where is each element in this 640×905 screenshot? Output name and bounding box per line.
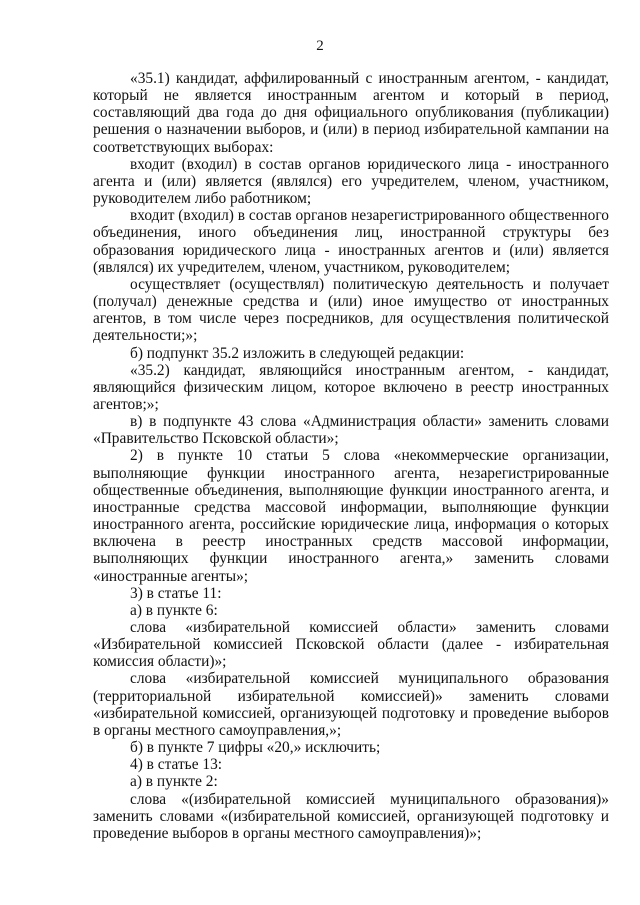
paragraph-article-11-point-6: а) в пункте 6: (130, 601, 218, 619)
paragraph-political-activity: осуществляет (осуществлял) политическую деятельность и получает (получал) денежные средства и (или) иное имущество от иностранных агентов, в том числе через посредников, для осуществления политической деятельности;»; (93, 275, 609, 345)
paragraph-article-5-point-10: 2) в пункте 10 статьи 5 слова «некоммерческие организации, выполняющие функции иностранного агента, незарегистрированные общественные объединения, выполняющие функции иностранного агента, и иностранные средства массовой информации, выполняющие функции иностранного агента, российские юридические лица, информация о которых включена в реестр иностранных средств массовой информации, выполняющих функции иностранного агента,» заменить словами «иностранные агенты»; (93, 447, 609, 585)
paragraph-replace-commission-region: слова «избирательной комиссией области» заменить словами «Избирательной комиссией Псковской области (далее - избирательная комиссия области)»; (93, 619, 609, 671)
paragraph-legal-entity-bodies: входит (входил) в состав органов юридического лица - иностранного агента и (или) является (являлся) его учредителем, членом, участником, руководителем либо работником; (93, 155, 609, 208)
page-number: 2 (316, 38, 324, 54)
paragraph-35-1-definition: «35.1) кандидат, аффилированный с иностранным агентом, - кандидат, который не является иностранным агентом и который в период, составляющий два года до дня официального опубликования (публикации) решения о назначении выборов, и (или) в период избирательной кампании на соответствующих выборах: (93, 70, 609, 156)
paragraph-subclause-43: в) в подпункте 43 слова «Администрация области» заменить словами «Правительство Псковской области»; (93, 413, 609, 448)
paragraph-article-11-point-7: б) в пункте 7 цифры «20,» исключить; (130, 739, 381, 757)
paragraph-35-2-definition: «35.2) кандидат, являющийся иностранным агентом, - кандидат, являющийся физическим лицом, которое включено в реестр иностранных агентов;»; (93, 361, 609, 413)
paragraph-article-13: 4) в статье 13: (130, 756, 223, 774)
document-body (93, 70, 609, 842)
paragraph-unregistered-association: входит (входил) в состав органов незарегистрированного общественного объединения, иного объединения лиц, иностранной структуры без образования юридического лица - иностранных агентов и (или) является (являлся) их учредителем, членом, участником, руководителем; (93, 207, 609, 276)
paragraph-replace-municipal-commission: слова «избирательной комиссией муниципального образования (территориальной избирательной комиссией)» заменить словами «избирательной комиссией, организующей подготовку и проведение выборов в органы местного самоуправления,»; (93, 670, 609, 739)
paragraph-replace-municipal-commission-2: слова «(избирательной комиссией муниципального образования)» заменить словами «(избирательной комиссией, организующей подготовку и проведение выборов в органы местного самоуправления)»; (93, 790, 609, 842)
paragraph-article-11: 3) в статье 11: (130, 584, 222, 602)
paragraph-article-13-point-2: а) в пункте 2: (130, 773, 218, 791)
paragraph-subclause-35-2-intro: б) подпункт 35.2 изложить в следующей редакции: (130, 344, 465, 362)
